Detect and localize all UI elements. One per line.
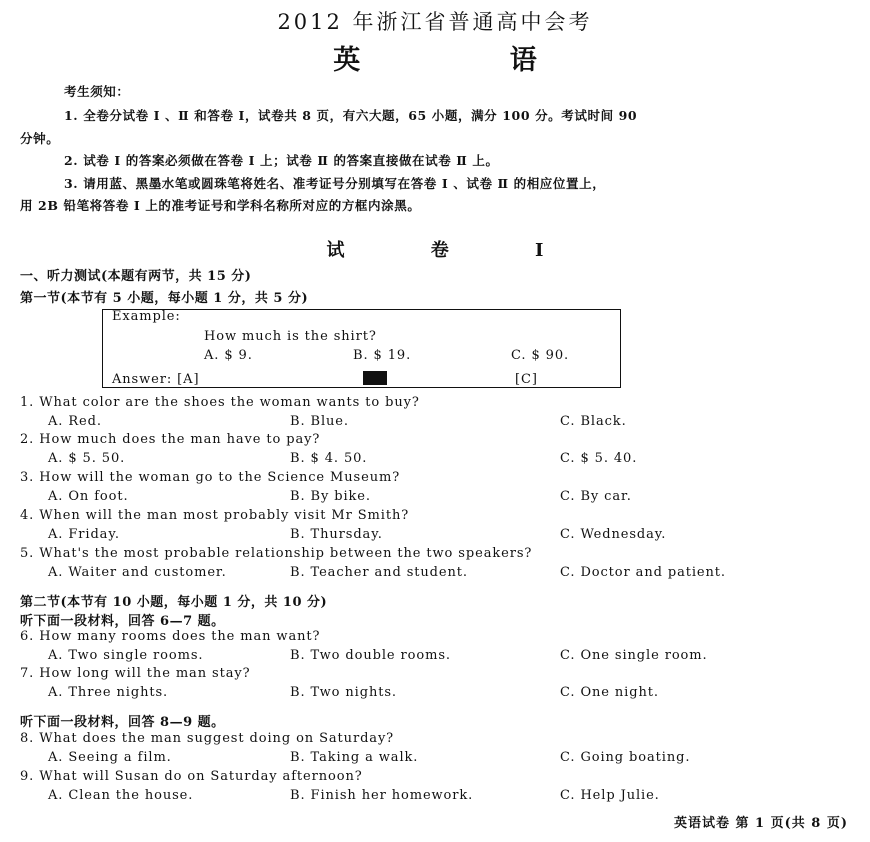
- question-2: 2. How much does the man have to pay?: [20, 432, 321, 447]
- question-5-option-b: B. Teacher and student.: [290, 565, 468, 580]
- notice-line-3: 3. 请用蓝、黑墨水笔或圆珠笔将姓名、准考证号分别填写在答卷 Ⅰ 、试卷 Ⅱ 的相应位置上，: [64, 176, 606, 191]
- notice-line-1: 1. 全卷分试卷 Ⅰ 、Ⅱ 和答卷 Ⅰ，试卷共 8 页，有六大题，65 小题，满分 100 分。考试时间 90: [64, 108, 638, 123]
- question-2-option-a: A. $ 5. 50.: [48, 451, 126, 466]
- question-8-option-b: B. Taking a walk.: [290, 750, 419, 765]
- question-3-option-b: B. By bike.: [290, 489, 371, 504]
- question-3-option-a: A. On foot.: [48, 489, 129, 504]
- example-answer-filled-box: [363, 371, 387, 385]
- question-4-option-c: C. Wednesday.: [560, 527, 667, 542]
- section-one-heading: 第一节(本节有 5 小题，每小题 1 分，共 5 分): [20, 291, 309, 306]
- exam-title: 2012 年浙江省普通高中会考: [277, 10, 593, 34]
- question-9-option-a: A. Clean the house.: [48, 788, 194, 803]
- question-9: 9. What will Susan do on Saturday afternoon?: [20, 769, 363, 784]
- part-one-heading: 一、听力测试(本题有两节，共 15 分): [20, 269, 252, 284]
- question-7-option-c: C. One night.: [560, 685, 659, 700]
- question-1-option-a: A. Red.: [48, 414, 102, 429]
- question-6-option-a: A. Two single rooms.: [48, 648, 204, 663]
- example-option-b: B. $ 19.: [353, 348, 412, 363]
- question-1-option-b: B. Blue.: [290, 414, 349, 429]
- notice-line-1-cont: 分钟。: [20, 131, 60, 146]
- question-8-option-a: A. Seeing a film.: [48, 750, 172, 765]
- notice-line-3-cont: 用 2B 铅笔将答卷 Ⅰ 上的准考证号和学科名称所对应的方框内涂黑。: [20, 198, 421, 213]
- page-footer: 英语试卷 第 1 页(共 8 页): [673, 816, 848, 831]
- example-question: How much is the shirt?: [204, 329, 377, 344]
- question-4-option-a: A. Friday.: [48, 527, 120, 542]
- question-5: 5. What's the most probable relationship between the two speakers?: [20, 546, 533, 561]
- question-7: 7. How long will the man stay?: [20, 666, 251, 681]
- question-8: 8. What does the man suggest doing on Saturday?: [20, 731, 395, 746]
- question-3: 3. How will the woman go to the Science Museum?: [20, 470, 401, 485]
- question-2-option-b: B. $ 4. 50.: [290, 451, 368, 466]
- example-answer-label: Answer: [A]: [112, 372, 200, 387]
- question-4: 4. When will the man most probably visit Mr Smith?: [20, 508, 410, 523]
- paper-one-title: 试 卷 Ⅰ: [326, 240, 584, 261]
- question-6-option-b: B. Two double rooms.: [290, 648, 451, 663]
- example-option-a: A. $ 9.: [204, 348, 253, 363]
- question-1-option-c: C. Black.: [560, 414, 627, 429]
- notice-heading: 考生须知：: [64, 84, 130, 99]
- section-two-heading: 第二节(本节有 10 小题，每小题 1 分，共 10 分): [20, 595, 328, 610]
- question-7-option-b: B. Two nights.: [290, 685, 397, 700]
- example-answer-c: [C]: [515, 372, 538, 387]
- example-label: Example:: [112, 309, 181, 324]
- question-7-option-a: A. Three nights.: [48, 685, 169, 700]
- question-6: 6. How many rooms does the man want?: [20, 629, 321, 644]
- question-1: 1. What color are the shoes the woman wants to buy?: [20, 395, 420, 410]
- question-5-option-a: A. Waiter and customer.: [48, 565, 227, 580]
- passage-8-9-heading: 听下面一段材料，回答 8—9 题。: [20, 715, 225, 730]
- question-2-option-c: C. $ 5. 40.: [560, 451, 638, 466]
- example-option-c: C. $ 90.: [511, 348, 570, 363]
- subject-title: 英 语: [333, 45, 607, 76]
- passage-6-7-heading: 听下面一段材料，回答 6—7 题。: [20, 614, 225, 629]
- question-4-option-b: B. Thursday.: [290, 527, 383, 542]
- question-9-option-c: C. Help Julie.: [560, 788, 660, 803]
- question-5-option-c: C. Doctor and patient.: [560, 565, 726, 580]
- question-9-option-b: B. Finish her homework.: [290, 788, 474, 803]
- question-8-option-c: C. Going boating.: [560, 750, 691, 765]
- question-6-option-c: C. One single room.: [560, 648, 708, 663]
- question-3-option-c: C. By car.: [560, 489, 632, 504]
- notice-line-2: 2. 试卷 Ⅰ 的答案必须做在答卷 Ⅰ 上；试卷 Ⅱ 的答案直接做在试卷 Ⅱ 上。: [64, 153, 499, 168]
